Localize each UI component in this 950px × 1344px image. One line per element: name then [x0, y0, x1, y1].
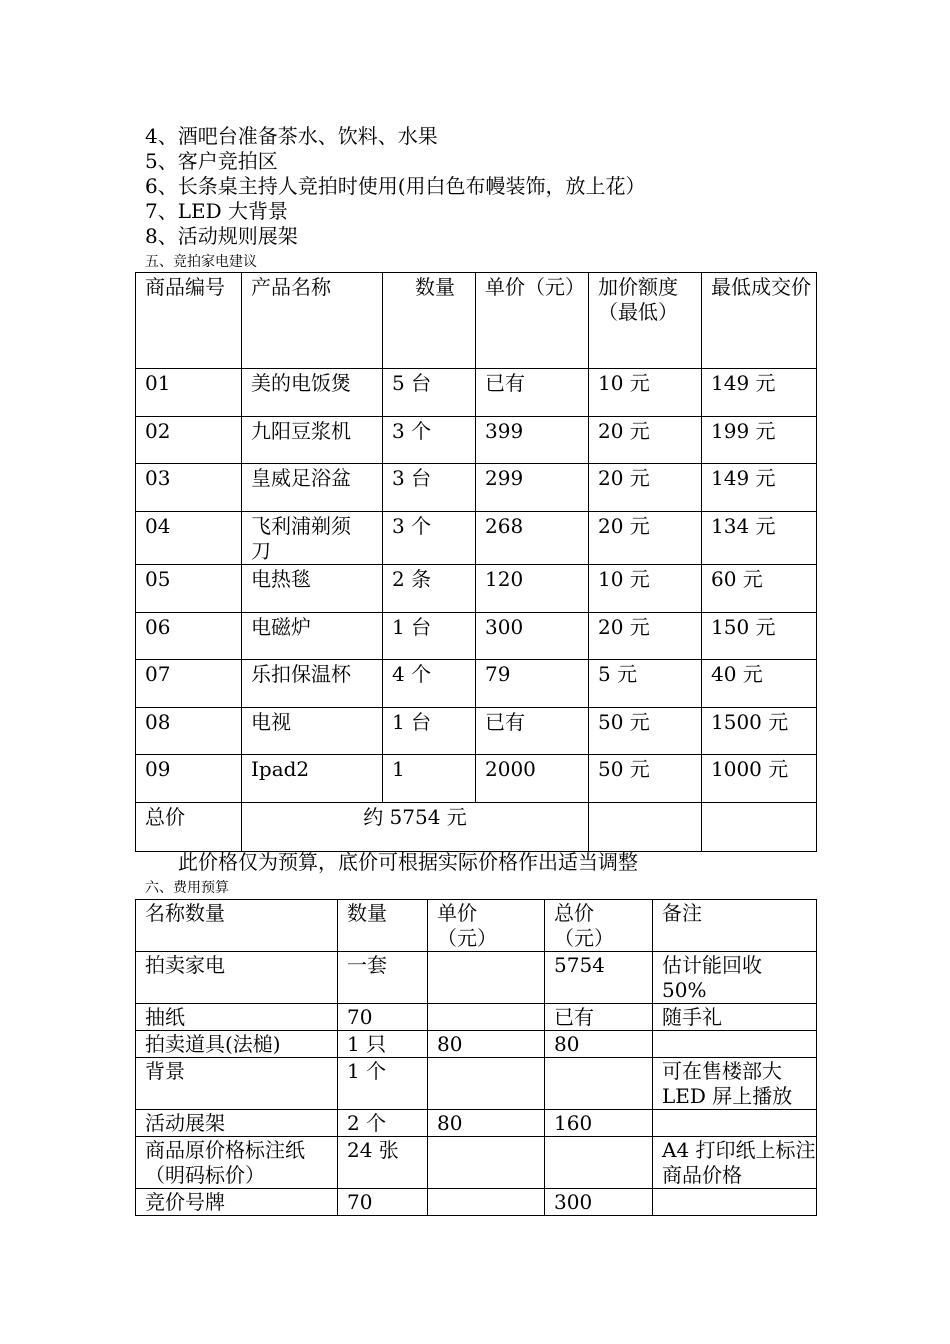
table-cell: 已有	[545, 1004, 653, 1031]
total-row	[136, 803, 817, 852]
list-item-8: 8、活动规则展架	[145, 224, 298, 248]
table-cell	[653, 1110, 817, 1137]
list-item-5: 5、客户竞拍区	[145, 149, 278, 173]
table-cell: 80	[428, 1110, 545, 1137]
table-row	[136, 1137, 817, 1189]
table-header-row	[136, 273, 817, 369]
table-cell: 1 台	[383, 613, 476, 660]
table-cell	[428, 1137, 545, 1189]
table-cell: 03	[136, 464, 242, 512]
table-cell: 300	[545, 1189, 653, 1216]
table-cell: 拍卖道具(法槌)	[136, 1031, 338, 1058]
table-cell: 已有	[476, 708, 589, 755]
table-cell: 皇威足浴盆	[242, 464, 383, 512]
table-cell: 九阳豆浆机	[242, 417, 383, 464]
list-item-7: 7、LED 大背景	[145, 199, 288, 223]
table-cell: 134 元	[702, 512, 817, 565]
table-cell: 一套	[338, 952, 428, 1004]
table-row	[136, 1004, 817, 1031]
table-cell: 商品原价格标注纸（明码标价）	[136, 1137, 338, 1189]
table-row	[136, 512, 817, 565]
table-cell	[428, 1189, 545, 1216]
table-row	[136, 1189, 817, 1216]
table-cell: 20 元	[589, 613, 702, 660]
header-cell: 名称数量	[136, 900, 338, 952]
auction-appliance-table	[135, 272, 817, 852]
table-cell: 1 台	[383, 708, 476, 755]
table-cell: 1 只	[338, 1031, 428, 1058]
table-cell: 1500 元	[702, 708, 817, 755]
table-cell	[702, 803, 817, 852]
table-cell: 20 元	[589, 417, 702, 464]
table-cell	[545, 1137, 653, 1189]
table-cell: 1 个	[338, 1058, 428, 1110]
table-cell: 04	[136, 512, 242, 565]
table-cell: 299	[476, 464, 589, 512]
table-cell: 09	[136, 755, 242, 803]
table-row	[136, 1031, 817, 1058]
header-cell: 最低成交价	[702, 273, 817, 369]
table-cell: 电热毯	[242, 565, 383, 613]
table-row	[136, 417, 817, 464]
table-row	[136, 755, 817, 803]
header-cell: 产品名称	[242, 273, 383, 369]
table-cell: 随手礼	[653, 1004, 817, 1031]
table-cell: 399	[476, 417, 589, 464]
table-cell: 5754	[545, 952, 653, 1004]
table-cell	[428, 952, 545, 1004]
table-cell: 4 个	[383, 660, 476, 708]
list-item-6: 6、长条桌主持人竞拍时使用(用白色布幔装饰，放上花）	[145, 174, 646, 198]
table-row	[136, 464, 817, 512]
table-cell: 电视	[242, 708, 383, 755]
table-cell	[653, 1189, 817, 1216]
table-cell: 活动展架	[136, 1110, 338, 1137]
table-cell: 5 元	[589, 660, 702, 708]
table-cell: 3 个	[383, 417, 476, 464]
table-cell: 150 元	[702, 613, 817, 660]
table-cell: 70	[338, 1004, 428, 1031]
table-cell: 已有	[476, 369, 589, 417]
table-cell: 估计能回收 50%	[653, 952, 817, 1004]
header-cell: 总价（元）	[545, 900, 653, 952]
table-cell: 149 元	[702, 369, 817, 417]
table-cell: 3 个	[383, 512, 476, 565]
table-row	[136, 660, 817, 708]
table-row	[136, 565, 817, 613]
table-cell: 02	[136, 417, 242, 464]
table-cell: 199 元	[702, 417, 817, 464]
table-cell: 5 台	[383, 369, 476, 417]
table-cell: Ipad2	[242, 755, 383, 803]
table-cell: 10 元	[589, 565, 702, 613]
table-cell: 70	[338, 1189, 428, 1216]
table-cell: 79	[476, 660, 589, 708]
table-cell: A4 打印纸上标注商品价格	[653, 1137, 817, 1189]
table-cell: 10 元	[589, 369, 702, 417]
table-cell: 20 元	[589, 512, 702, 565]
table-cell: 背景	[136, 1058, 338, 1110]
header-cell: 数量	[338, 900, 428, 952]
table-cell: 24 张	[338, 1137, 428, 1189]
price-note: 此价格仅为预算，底价可根据实际价格作出适当调整	[178, 850, 638, 874]
table-cell: 80	[428, 1031, 545, 1058]
table-cell: 40 元	[702, 660, 817, 708]
table-cell: 可在售楼部大 LED 屏上播放	[653, 1058, 817, 1110]
table-cell: 20 元	[589, 464, 702, 512]
table-cell	[545, 1058, 653, 1110]
table-cell: 120	[476, 565, 589, 613]
list-item-4: 4、酒吧台准备茶水、饮料、水果	[145, 124, 438, 148]
total-label: 总价	[136, 803, 242, 852]
header-cell: 商品编号	[136, 273, 242, 369]
table-cell: 2000	[476, 755, 589, 803]
table-header-row	[136, 900, 817, 952]
header-cell: 单价（元）	[428, 900, 545, 952]
table-row	[136, 369, 817, 417]
table-row	[136, 708, 817, 755]
table-row	[136, 1110, 817, 1137]
table-cell: 2 条	[383, 565, 476, 613]
table-cell	[428, 1004, 545, 1031]
table-cell: 2 个	[338, 1110, 428, 1137]
table-row	[136, 1058, 817, 1110]
total-value: 约 5754 元	[242, 803, 589, 852]
table-cell: 60 元	[702, 565, 817, 613]
table-cell: 07	[136, 660, 242, 708]
table-cell: 08	[136, 708, 242, 755]
table-cell: 1000 元	[702, 755, 817, 803]
table-cell: 05	[136, 565, 242, 613]
table-row	[136, 613, 817, 660]
section5-heading: 五、竞拍家电建议	[145, 254, 257, 270]
header-cell: 备注	[653, 900, 817, 952]
table-cell: 01	[136, 369, 242, 417]
table-cell: 80	[545, 1031, 653, 1058]
header-cell: 单价（元）	[476, 273, 589, 369]
table-cell: 美的电饭煲	[242, 369, 383, 417]
table-cell: 飞利浦剃须刀	[242, 512, 383, 565]
table-cell: 乐扣保温杯	[242, 660, 383, 708]
budget-table	[135, 899, 817, 1216]
header-cell: 数量	[383, 273, 476, 369]
table-cell: 06	[136, 613, 242, 660]
table-cell: 268	[476, 512, 589, 565]
table-cell: 160	[545, 1110, 653, 1137]
table-cell: 竞价号牌	[136, 1189, 338, 1216]
table-cell: 3 台	[383, 464, 476, 512]
header-cell: 加价额度（最低）	[589, 273, 702, 369]
table-cell: 电磁炉	[242, 613, 383, 660]
table-row	[136, 952, 817, 1004]
table-cell	[428, 1058, 545, 1110]
table-cell	[653, 1031, 817, 1058]
table-cell: 149 元	[702, 464, 817, 512]
table-cell: 抽纸	[136, 1004, 338, 1031]
table-cell: 300	[476, 613, 589, 660]
table-cell: 50 元	[589, 755, 702, 803]
table-cell: 拍卖家电	[136, 952, 338, 1004]
table-cell: 1	[383, 755, 476, 803]
section6-heading: 六、费用预算	[145, 880, 229, 896]
table-cell: 50 元	[589, 708, 702, 755]
table-cell	[589, 803, 702, 852]
